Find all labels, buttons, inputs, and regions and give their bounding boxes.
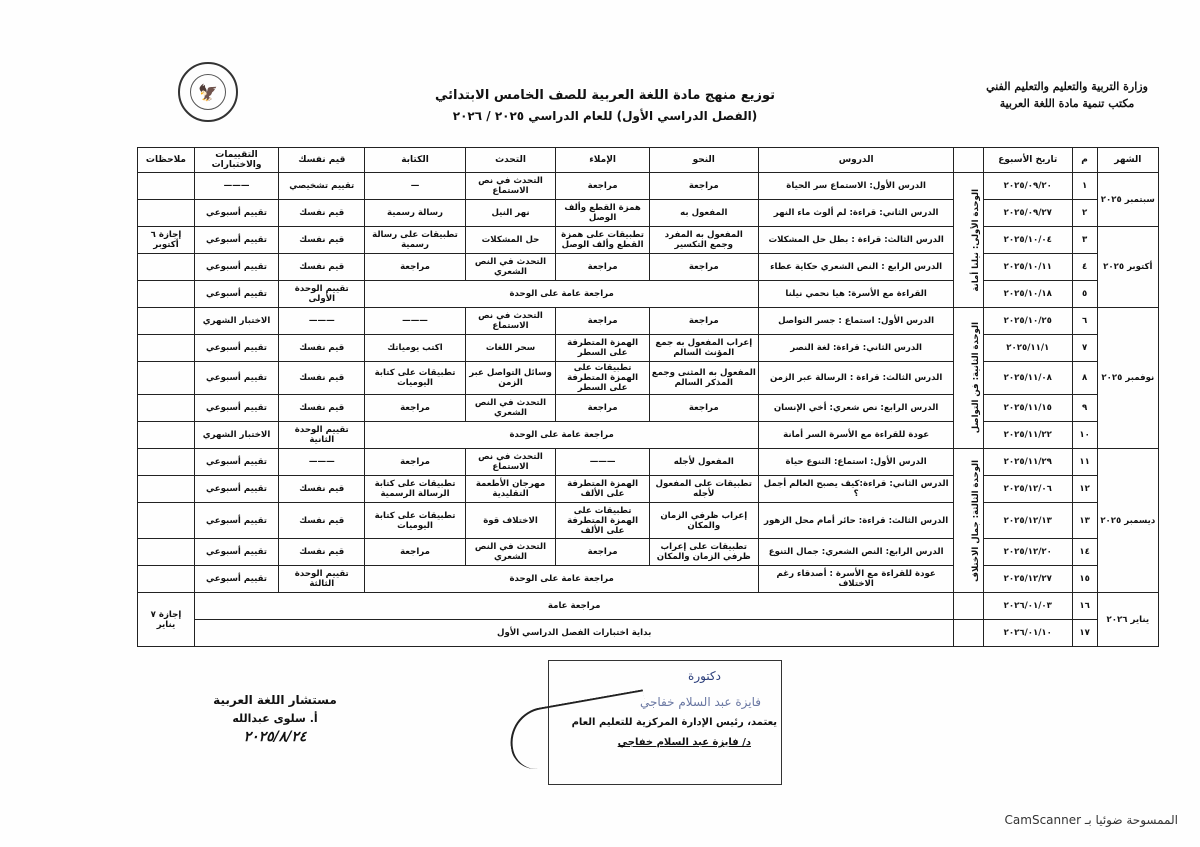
unit-cell (954, 173, 984, 308)
date-cell: ٢٠٢٥/١١/٠٨ (983, 362, 1072, 395)
unit-cell (954, 449, 984, 593)
speaking-cell: الاختلاف قوة (465, 503, 556, 539)
ministry-header (952, 78, 1182, 112)
num-cell: ١٢ (1072, 476, 1097, 503)
date-cell: ٢٠٢٦/٠١/٠٣ (983, 593, 1072, 620)
table-row (138, 593, 1159, 620)
table-row (138, 173, 1159, 200)
lesson-cell: الدرس الرابع: النص الشعري: جمال التنوع (758, 539, 954, 566)
date-cell: ٢٠٢٥/١٢/١٣ (983, 503, 1072, 539)
advisor-signature-date: ٢٠٢٥/٨/٢٤ (243, 729, 307, 745)
date-cell: ٢٠٢٥/١٠/١٨ (983, 281, 1072, 308)
notes-cell (138, 449, 195, 476)
assess-cell: تقييم أسبوعي (194, 200, 278, 227)
date-cell: ٢٠٢٥/١٠/١١ (983, 254, 1072, 281)
values-cell: ——— (279, 449, 365, 476)
values-cell: تقييم تشخيصي (279, 173, 365, 200)
date-cell: ٢٠٢٥/١١/١ (983, 335, 1072, 362)
writing-cell: تطبيقات على كتابة اليوميات (365, 362, 465, 395)
date-cell: ٢٠٢٥/٠٩/٢٧ (983, 200, 1072, 227)
notes-cell (138, 254, 195, 281)
num-cell: ٣ (1072, 227, 1097, 254)
num-cell: ١٦ (1072, 593, 1097, 620)
grammar-cell: مراجعة (649, 173, 758, 200)
values-cell: قيم نفسك (279, 254, 365, 281)
header-writing: الكتابة (365, 148, 465, 173)
notes-cell (138, 281, 195, 308)
num-cell: ٦ (1072, 308, 1097, 335)
lesson-cell: الدرس الثالث: قراءة : الرسالة عبر الزمن (758, 362, 954, 395)
assess-cell: تقييم أسبوعي (194, 362, 278, 395)
general-review-cell: مراجعة عامة على الوحدة (365, 422, 758, 449)
grammar-cell: تطبيقات على المفعول لأجله (649, 476, 758, 503)
month-cell: ديسمبر ٢٠٢٥ (1097, 449, 1158, 593)
lesson-cell: الدرس الثالث: قراءة: حائر أمام محل الزهور (758, 503, 954, 539)
dictation-cell: مراجعة (556, 254, 649, 281)
assess-cell: الاختبار الشهري (194, 422, 278, 449)
speaking-cell: مهرجان الأطعمة التقليدية (465, 476, 556, 503)
date-cell: ٢٠٢٥/٠٩/٢٠ (983, 173, 1072, 200)
month-cell: أكتوبر ٢٠٢٥ (1097, 227, 1158, 308)
lesson-cell: عودة للقراءة مع الأسرة السر أمانة (758, 422, 954, 449)
assess-cell: تقييم أسبوعي (194, 503, 278, 539)
dictation-cell: مراجعة (556, 173, 649, 200)
assess-cell: تقييم أسبوعي (194, 476, 278, 503)
dictation-cell: تطبيقات على الهمزة المتطرفة على السطر (556, 362, 649, 395)
speaking-cell: التحدث في نص الاستماع (465, 308, 556, 335)
table-row (138, 476, 1159, 503)
speaking-cell: حل المشكلات (465, 227, 556, 254)
num-cell: ٩ (1072, 395, 1097, 422)
stamp-approval-text: يعتمد، رئيس الإدارة المركزية للتعليم العام (571, 717, 777, 728)
table-row (138, 227, 1159, 254)
dictation-cell: ——— (556, 449, 649, 476)
grammar-cell: مراجعة (649, 395, 758, 422)
dictation-cell: الهمزة المتطرفة على الألف (556, 476, 649, 503)
speaking-cell: سحر اللغات (465, 335, 556, 362)
grammar-cell: إعراب المفعول به جمع المؤنث السالم (649, 335, 758, 362)
date-cell: ٢٠٢٥/١٢/٢٠ (983, 539, 1072, 566)
header-unit (954, 148, 984, 173)
table-row (138, 254, 1159, 281)
advisor-name: أ. سلوى عبدالله (232, 712, 318, 725)
table-row (138, 620, 1159, 647)
values-cell: قيم نفسك (279, 539, 365, 566)
notes-cell (138, 173, 195, 200)
writing-cell: ——— (365, 308, 465, 335)
unit-cell (954, 620, 984, 647)
notes-cell (138, 539, 195, 566)
advisor-signature-block (190, 690, 360, 746)
curriculum-table (137, 147, 1159, 647)
num-cell: ١٥ (1072, 566, 1097, 593)
date-cell: ٢٠٢٥/١١/٢٩ (983, 449, 1072, 476)
values-cell: تقييم الوحدة الثالثة (279, 566, 365, 593)
month-cell: يناير ٢٠٢٦ (1097, 593, 1158, 647)
values-cell: قيم نفسك (279, 200, 365, 227)
writing-cell: تطبيقات على كتابة اليوميات (365, 503, 465, 539)
writing-cell: اكتب يومياتك (365, 335, 465, 362)
general-review-cell: مراجعة عامة (194, 593, 953, 620)
writing-cell: مراجعة (365, 449, 465, 476)
exams-start-cell: بداية اختبارات الفصل الدراسي الأول (194, 620, 953, 647)
date-cell: ٢٠٢٥/١١/٢٢ (983, 422, 1072, 449)
assess-cell: تقييم أسبوعي (194, 566, 278, 593)
table-row (138, 200, 1159, 227)
dictation-cell: تطبيقات على الهمزة المتطرفة على الألف (556, 503, 649, 539)
header-num: م (1072, 148, 1097, 173)
writing-cell: تطبيقات على كتابة الرسالة الرسمية (365, 476, 465, 503)
date-cell: ٢٠٢٥/١٢/٠٦ (983, 476, 1072, 503)
num-cell: ١٧ (1072, 620, 1097, 647)
notes-cell (138, 308, 195, 335)
advisor-role: مستشار اللغة العربية (213, 693, 337, 707)
speaking-cell: وسائل التواصل عبر الزمن (465, 362, 556, 395)
lesson-cell: الدرس الثاني: قراءة:كيف يصبح العالم أجمل ؟ (758, 476, 954, 503)
lesson-cell: الدرس الأول: استماع : جسر التواصل (758, 308, 954, 335)
notes-cell: إجازة ٦ أكتوبر (138, 227, 195, 254)
dictation-cell: الهمزة المتطرفة على السطر (556, 335, 649, 362)
stamp-signer: د/ فايزة عبد السلام خفاجي (617, 737, 751, 748)
date-cell: ٢٠٢٦/٠١/١٠ (983, 620, 1072, 647)
notes-cell (138, 395, 195, 422)
grammar-cell: مراجعة (649, 308, 758, 335)
grammar-cell: مراجعة (649, 254, 758, 281)
writing-cell: رسالة رسمية (365, 200, 465, 227)
table-row (138, 362, 1159, 395)
grammar-cell: تطبيقات على إعراب ظرفي الزمان والمكان (649, 539, 758, 566)
lesson-cell: القراءة مع الأسرة: هيا نحمي نيلنا (758, 281, 954, 308)
month-cell: نوفمبر ٢٠٢٥ (1097, 308, 1158, 449)
num-cell: ٨ (1072, 362, 1097, 395)
header-lessons: الدروس (758, 148, 954, 173)
notes-cell (138, 566, 195, 593)
speaking-cell: التحدث في نص الاستماع (465, 173, 556, 200)
table-row (138, 566, 1159, 593)
camscanner-watermark: الممسوحة ضوئيا بـ CamScanner (1004, 813, 1178, 827)
general-review-cell: مراجعة عامة على الوحدة (365, 566, 758, 593)
notes-cell (138, 476, 195, 503)
lesson-cell: الدرس الأول: الاستماع سر الحياة (758, 173, 954, 200)
grammar-cell: إعراب ظرفي الزمان والمكان (649, 503, 758, 539)
eagle-icon: 🦅 (190, 74, 226, 110)
month-cell: سبتمبر ٢٠٢٥ (1097, 173, 1158, 227)
table-header-row (138, 148, 1159, 173)
dictation-cell: همزة القطع وألف الوصل (556, 200, 649, 227)
values-cell: قيم نفسك (279, 227, 365, 254)
values-cell: تقييم الوحدة الثانية (279, 422, 365, 449)
notes-cell (138, 200, 195, 227)
date-cell: ٢٠٢٥/١٠/٢٥ (983, 308, 1072, 335)
writing-cell: تطبيقات على رسالة رسمية (365, 227, 465, 254)
assess-cell: تقييم أسبوعي (194, 281, 278, 308)
notes-cell (138, 503, 195, 539)
header-grammar: النحو (649, 148, 758, 173)
table-row (138, 395, 1159, 422)
header-values: قيم نفسك (279, 148, 365, 173)
values-cell: قيم نفسك (279, 362, 365, 395)
values-cell: ——— (279, 308, 365, 335)
header-assessments: التقييمات والاختبارات (194, 148, 278, 173)
writing-cell: — (365, 173, 465, 200)
unit-label: الوحدة الثانية: فن التواصل (970, 322, 981, 434)
lesson-cell: الدرس الثالث: قراءة : بطل حل المشكلات (758, 227, 954, 254)
values-cell: قيم نفسك (279, 335, 365, 362)
unit-cell (954, 593, 984, 620)
approval-stamp (548, 660, 782, 785)
writing-cell: مراجعة (365, 395, 465, 422)
ministry-emblem-icon (178, 62, 238, 122)
table-row (138, 308, 1159, 335)
speaking-cell: التحدث في النص الشعري (465, 395, 556, 422)
date-cell: ٢٠٢٥/١٠/٠٤ (983, 227, 1072, 254)
general-review-cell: مراجعة عامة على الوحدة (365, 281, 758, 308)
date-cell: ٢٠٢٥/١٢/٢٧ (983, 566, 1072, 593)
speaking-cell: نهر النيل (465, 200, 556, 227)
dictation-cell: مراجعة (556, 395, 649, 422)
header-speaking: التحدث (465, 148, 556, 173)
office-name: مكتب تنمية مادة اللغة العربية (999, 97, 1135, 110)
notes-cell (138, 362, 195, 395)
document-title: توزيع منهج مادة اللغة العربية للصف الخامس الابتدائي (434, 88, 776, 103)
table-row (138, 449, 1159, 476)
speaking-cell: التحدث في النص الشعري (465, 539, 556, 566)
num-cell: ١١ (1072, 449, 1097, 476)
dictation-cell: مراجعة (556, 539, 649, 566)
writing-cell: مراجعة (365, 539, 465, 566)
unit-label: الوحدة الثالثة: جمال الاختلاف (970, 459, 981, 582)
dictation-cell: تطبيقات على همزة القطع وألف الوصل (556, 227, 649, 254)
assess-cell: تقييم أسبوعي (194, 539, 278, 566)
unit-label: الوحدة الأولى: نيلنا أمانة (970, 188, 981, 292)
lesson-cell: الدرس الرابع: نص شعري: أخي الإنسان (758, 395, 954, 422)
speaking-cell: التحدث في النص الشعري (465, 254, 556, 281)
lesson-cell: الدرس الثاني: قراءة: لم ألوث ماء النهر (758, 200, 954, 227)
lesson-cell: الدرس الرابع : النص الشعري حكاية عطاء (758, 254, 954, 281)
table-row (138, 539, 1159, 566)
ministry-name: وزارة التربية والتعليم والتعليم الفني (986, 80, 1148, 93)
table-row (138, 281, 1159, 308)
grammar-cell: المفعول لأجله (649, 449, 758, 476)
unit-cell (954, 308, 984, 449)
notes-cell (138, 335, 195, 362)
grammar-cell: المفعول به (649, 200, 758, 227)
lesson-cell: الدرس الأول: استماع: التنوع حياة (758, 449, 954, 476)
signature-stroke-icon (505, 689, 653, 772)
stamp-name: فايزة عبد السلام خفاجي (639, 695, 761, 709)
notes-cell: إجازة ٧ يناير (138, 593, 195, 647)
notes-cell (138, 422, 195, 449)
speaking-cell: التحدث في نص الاستماع (465, 449, 556, 476)
writing-cell: مراجعة (365, 254, 465, 281)
num-cell: ١٤ (1072, 539, 1097, 566)
assess-cell: تقييم أسبوعي (194, 449, 278, 476)
assess-cell: تقييم أسبوعي (194, 227, 278, 254)
header-notes: ملاحظات (138, 148, 195, 173)
dictation-cell: مراجعة (556, 308, 649, 335)
stamp-title: دكتورة (688, 669, 721, 683)
date-cell: ٢٠٢٥/١١/١٥ (983, 395, 1072, 422)
num-cell: ٧ (1072, 335, 1097, 362)
assess-cell: الاختبار الشهري (194, 308, 278, 335)
num-cell: ٤ (1072, 254, 1097, 281)
num-cell: ١ (1072, 173, 1097, 200)
assess-cell: تقييم أسبوعي (194, 335, 278, 362)
lesson-cell: الدرس الثاني: قراءة: لغة النصر (758, 335, 954, 362)
assess-cell: تقييم أسبوعي (194, 395, 278, 422)
num-cell: ٢ (1072, 200, 1097, 227)
num-cell: ١٠ (1072, 422, 1097, 449)
header-dictation: الإملاء (556, 148, 649, 173)
header-week-date: تاريخ الأسبوع (983, 148, 1072, 173)
num-cell: ٥ (1072, 281, 1097, 308)
document-titles (380, 86, 830, 126)
assess-cell: ——— (194, 173, 278, 200)
header-month: الشهر (1097, 148, 1158, 173)
table-row (138, 503, 1159, 539)
num-cell: ١٣ (1072, 503, 1097, 539)
values-cell: قيم نفسك (279, 503, 365, 539)
document-subtitle: (الفصل الدراسي الأول) للعام الدراسي ٢٠٢٥ / ٢٠٢٦ (452, 109, 758, 123)
grammar-cell: المفعول به المثنى وجمع المذكر السالم (649, 362, 758, 395)
values-cell: تقييم الوحدة الأولى (279, 281, 365, 308)
table-row (138, 335, 1159, 362)
table-row (138, 422, 1159, 449)
values-cell: قيم نفسك (279, 395, 365, 422)
grammar-cell: المفعول به المفرد وجمع التكسير (649, 227, 758, 254)
lesson-cell: عودة للقراءة مع الأسرة : أصدقاء رغم الاختلاف (758, 566, 954, 593)
assess-cell: تقييم أسبوعي (194, 254, 278, 281)
values-cell: قيم نفسك (279, 476, 365, 503)
